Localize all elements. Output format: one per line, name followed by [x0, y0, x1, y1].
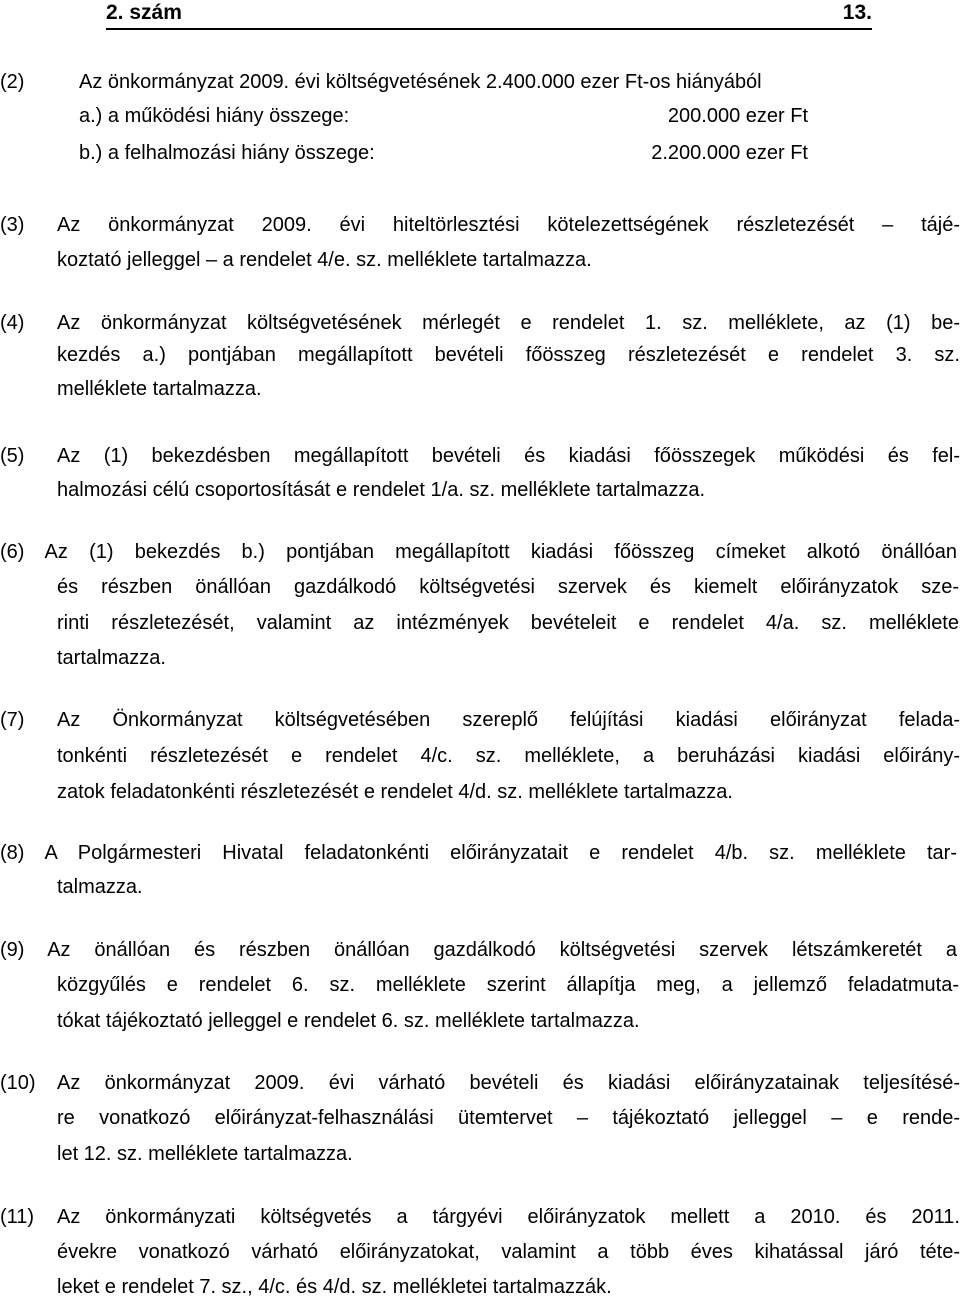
page-number: 13.	[842, 1, 872, 24]
paragraph-text: Az önkormányzat költségvetésének mérlegét e rendelet 1. sz. melléklete, az (1) be-	[57, 312, 960, 334]
paragraph-number: (10)	[0, 1072, 36, 1094]
issue-number: 2. szám	[106, 1, 182, 24]
paragraph-text: Az önkormányzat 2009. évi költségvetésének 2.400.000 ezer Ft-os hiányából	[79, 71, 762, 93]
paragraph-text: leket e rendelet 7. sz., 4/c. és 4/d. sz. mellékletei tartalmazzák.	[57, 1276, 612, 1298]
paragraph-text: halmozási célú csoportosítását e rendelet 1/a. sz. melléklete tartalmazza.	[57, 479, 706, 501]
paragraph-text: tartalmazza.	[57, 647, 166, 669]
paragraph-text: re vonatkozó előirányzat-felhasználási ütemtervet – tájékoztató jelleggel – e rende-	[57, 1107, 960, 1129]
paragraph-number: (7)	[0, 709, 25, 731]
paragraph-text: kezdés a.) pontjában megállapított bevételi főösszeg részletezését e rendelet 3. sz.	[57, 344, 960, 366]
deficit-capital-amount: 2.200.000 ezer Ft	[651, 142, 808, 164]
paragraph-number: (2)	[0, 71, 25, 93]
paragraph-text: (6) Az (1) bekezdés b.) pontjában megállapított kiadási főösszeg címeket alkotó önállóan	[0, 541, 957, 563]
paragraph-text: Az (1) bekezdésben megállapított bevételi és kiadási főösszegek működési és fel-	[57, 445, 960, 467]
paragraph-text: és részben önállóan gazdálkodó költségvetési szervek és kiemelt előirányzatok sze-	[57, 576, 959, 598]
paragraph-text: Az önkormányzat 2009. évi várható bevételi és kiadási előirányzatainak teljesítésé-	[57, 1072, 960, 1094]
paragraph-text: Az önkormányzati költségvetés a tárgyévi előirányzatok mellett a 2010. és 2011.	[57, 1206, 960, 1228]
deficit-operating-amount: 200.000 ezer Ft	[667, 105, 808, 127]
paragraph-text: (9) Az önállóan és részben önállóan gazdálkodó költségvetési szervek létszámkeretét a	[0, 939, 957, 961]
deficit-operating-label: a.) a működési hiány összege:	[79, 105, 350, 127]
paragraph-text: Az önkormányzat 2009. évi hiteltörlesztési kötelezettségének részletezését – tájé-	[57, 214, 960, 236]
deficit-capital-label: b.) a felhalmozási hiány összege:	[79, 142, 375, 164]
paragraph-number: (11)	[0, 1206, 35, 1228]
paragraph-text: Az Önkormányzat költségvetésében szereplő felújítási kiadási előirányzat felada-	[57, 709, 960, 731]
paragraph-text: tonkénti részletezését e rendelet 4/c. sz. melléklete, a beruházási kiadási előirány-	[57, 745, 960, 767]
paragraph-text: (8) A Polgármesteri Hivatal feladatonkénti előirányzatait e rendelet 4/b. sz. melléklete tar-	[0, 842, 957, 864]
paragraph-text: rinti részletezését, valamint az intézmények bevételeit e rendelet 4/a. sz. melléklete	[57, 612, 959, 634]
paragraph-number: (3)	[0, 214, 25, 236]
paragraph-text: zatok feladatonkénti részletezését e rendelet 4/d. sz. melléklete tartalmazza.	[57, 781, 733, 803]
paragraph-text: közgyűlés e rendelet 6. sz. melléklete szerint állapítja meg, a jellemző feladatmuta-	[57, 974, 959, 996]
paragraph-text: évekre vonatkozó várható előirányzatokat, valamint a több éves kihatással járó téte-	[57, 1241, 960, 1263]
paragraph-text: tókat tájékoztató jelleggel e rendelet 6. sz. melléklete tartalmazza.	[57, 1010, 640, 1032]
paragraph-text: koztató jelleggel – a rendelet 4/e. sz. melléklete tartalmazza.	[57, 249, 592, 271]
page-header	[106, 1, 872, 30]
paragraph-number: (4)	[0, 312, 25, 334]
paragraph-text: let 12. sz. melléklete tartalmazza.	[57, 1143, 353, 1165]
paragraph-text: melléklete tartalmazza.	[57, 378, 262, 400]
paragraph-text: talmazza.	[57, 876, 143, 898]
paragraph-number: (5)	[0, 445, 25, 467]
